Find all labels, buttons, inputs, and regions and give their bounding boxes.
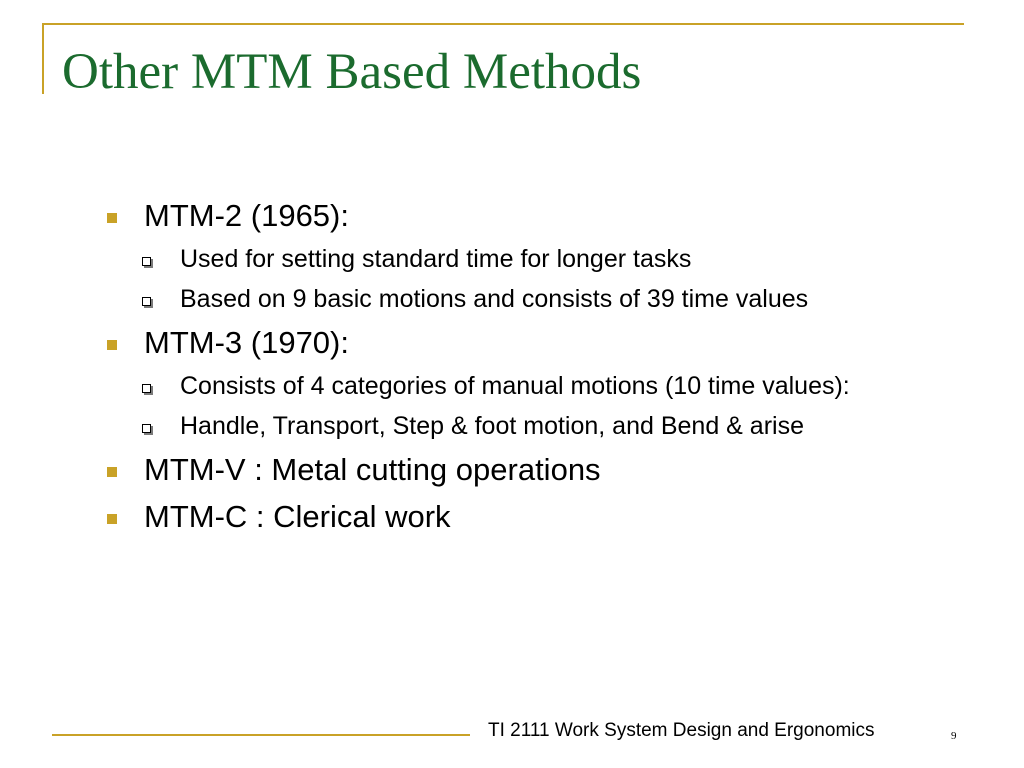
hollow-square-bullet-icon [142, 257, 151, 266]
bullet-text: MTM-C : Clerical work [144, 499, 451, 534]
footer-course-title: TI 2111 Work System Design and Ergonomics [488, 720, 875, 741]
square-bullet-icon [107, 340, 117, 350]
square-bullet-icon [107, 467, 117, 477]
bullet-text: MTM-3 (1970): [144, 325, 349, 360]
bullet-item [100, 451, 980, 489]
hollow-square-bullet-icon [142, 297, 151, 306]
sub-bullet-text: Based on 9 basic motions and consists of 39 time values [180, 285, 809, 313]
sub-bullet-item [100, 284, 980, 315]
bullet-item [100, 197, 980, 315]
slide-content [100, 197, 980, 536]
bullet-text: MTM-V : Metal cutting operations [144, 452, 601, 487]
top-decorative-rule [42, 23, 964, 25]
sub-bullet-item [100, 244, 980, 275]
bullet-text: MTM-2 (1965): [144, 198, 349, 233]
bullet-item [100, 498, 980, 536]
hollow-square-bullet-icon [142, 424, 151, 433]
bullet-item [100, 324, 980, 442]
sub-bullet-text: Used for setting standard time for longer tasks [180, 245, 692, 273]
sub-bullet-text: Handle, Transport, Step & foot motion, and Bend & arise [180, 412, 804, 440]
sub-bullet-item [100, 411, 980, 442]
square-bullet-icon [107, 213, 117, 223]
sub-bullet-text: Consists of 4 categories of manual motions (10 time values): [180, 372, 850, 400]
slide-page-number: 9 [951, 730, 957, 742]
sub-bullet-list [144, 371, 980, 442]
square-bullet-icon [107, 514, 117, 524]
sub-bullet-list [144, 244, 980, 315]
slide-title: Other MTM Based Methods [62, 44, 642, 100]
sub-bullet-item [100, 371, 980, 402]
left-decorative-rule [42, 23, 44, 94]
footer-decorative-rule [52, 734, 470, 736]
bullet-list [100, 197, 980, 536]
hollow-square-bullet-icon [142, 384, 151, 393]
